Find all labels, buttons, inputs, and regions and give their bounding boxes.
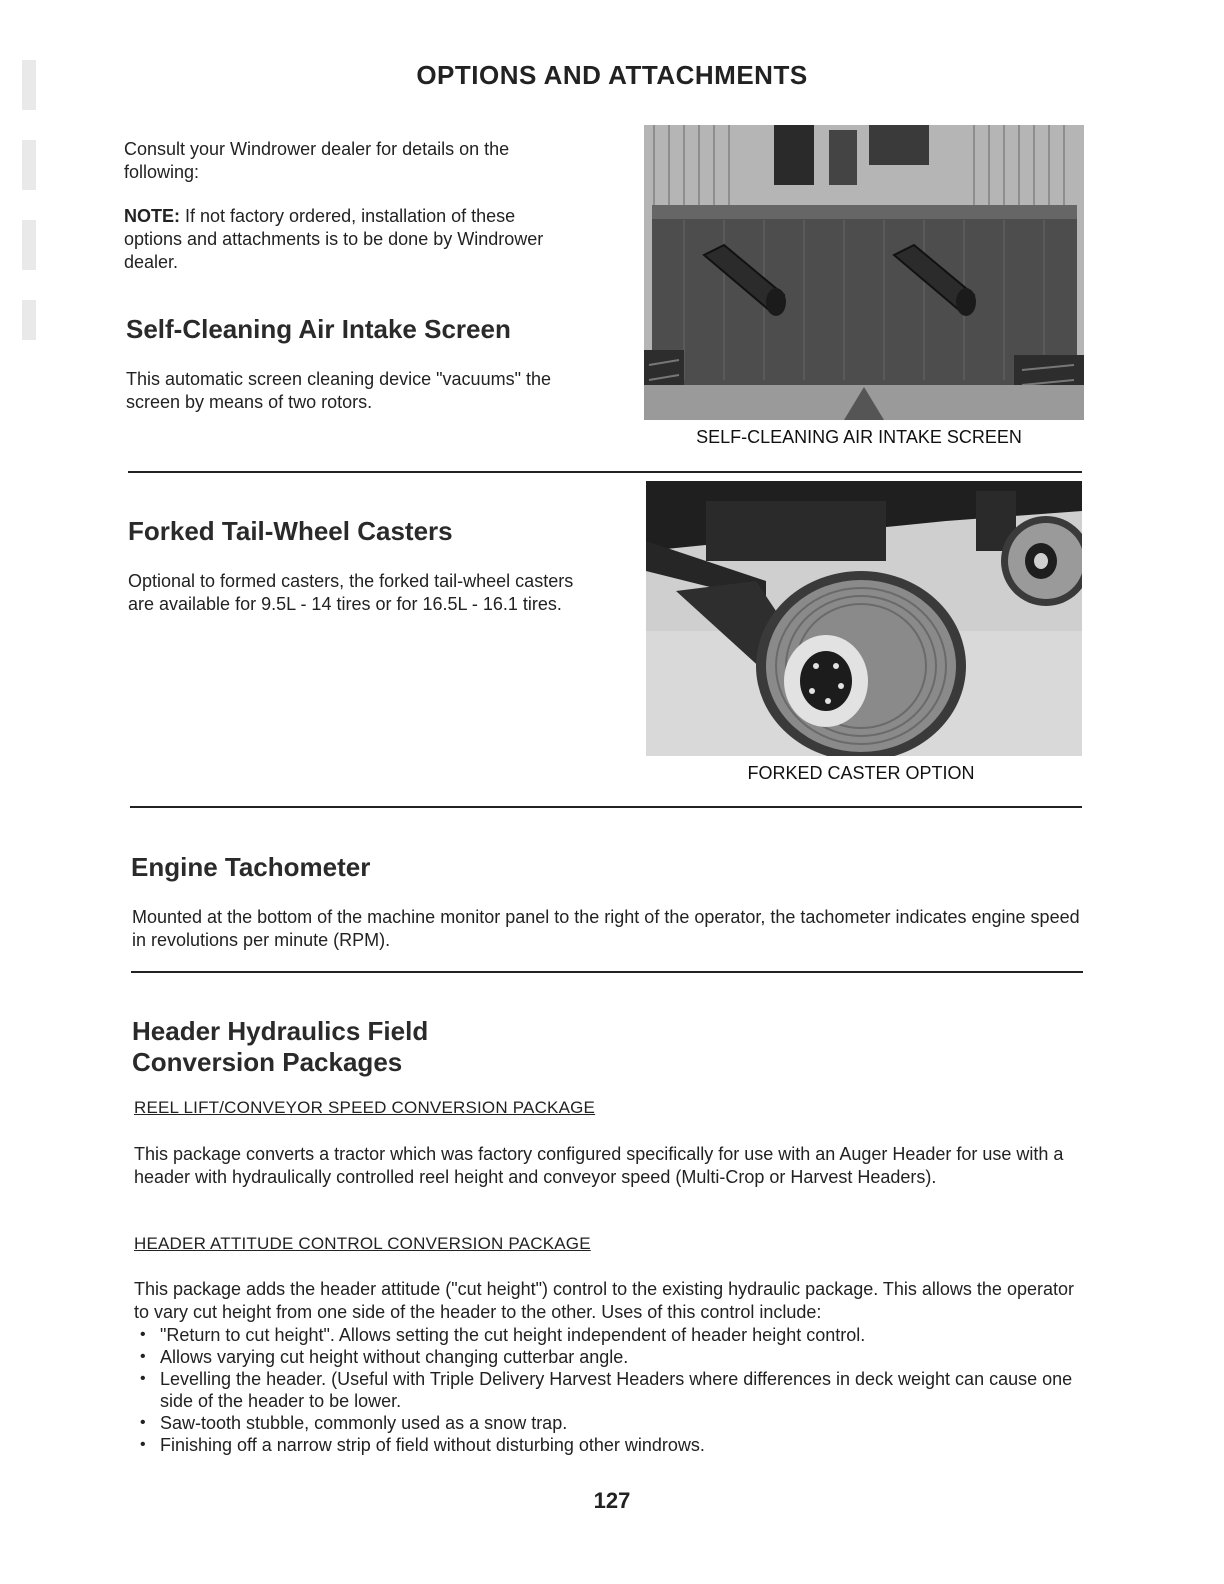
- section-divider: [131, 971, 1083, 973]
- air-screen-heading: Self-Cleaning Air Intake Screen: [126, 314, 511, 344]
- intro-text: Consult your Windrower dealer for details on the following:: [124, 139, 510, 182]
- section-divider: [130, 806, 1082, 808]
- list-item: • Saw-tooth stubble, commonly used as a snow trap.: [134, 1412, 1089, 1434]
- list-item: • "Return to cut height". Allows setting the cut height independent of header height control.: [134, 1324, 1089, 1346]
- attitude-control-text: This package adds the header attitude ("cut height") control to the existing hydraulic package. This allows the operator to vary cut height from one side of the header to the other. Uses of this control include:: [134, 1279, 1074, 1322]
- tachometer-text: Mounted at the bottom of the machine monitor panel to the right of the operator, the tachometer indicates engine speed in revolutions per minute (RPM).: [132, 907, 1080, 950]
- scan-mark: [22, 300, 36, 340]
- air-screen-photo: [644, 125, 1084, 420]
- air-screen-caption: SELF-CLEANING AIR INTAKE SCREEN: [696, 427, 1022, 447]
- hydraulics-heading: [132, 1016, 732, 1078]
- hydraulics-heading-line2: Conversion Packages: [132, 1047, 403, 1077]
- section-divider: [128, 471, 1082, 473]
- air-screen-text: This automatic screen cleaning device "vacuums" the screen by means of two rotors.: [126, 369, 551, 412]
- tachometer-heading: Engine Tachometer: [131, 852, 371, 882]
- note-text: If not factory ordered, installation of these options and attachments is to be done by Windrower dealer.: [124, 206, 544, 272]
- list-item: • Levelling the header. (Useful with Triple Delivery Harvest Headers where differences in deck weight can cause one side of the header to be lower.: [134, 1368, 1089, 1412]
- page-title: OPTIONS AND ATTACHMENTS: [416, 60, 808, 90]
- casters-text: Optional to formed casters, the forked tail-wheel casters are available for 9.5L - 14 tires or for 16.5L - 16.1 tires.: [128, 571, 574, 614]
- reel-lift-subheading: REEL LIFT/CONVEYOR SPEED CONVERSION PACKAGE: [134, 1098, 596, 1117]
- note-label: NOTE:: [124, 206, 180, 226]
- list-item: • Finishing off a narrow strip of field without disturbing other windrows.: [134, 1434, 1089, 1456]
- list-item: • Allows varying cut height without changing cutterbar angle.: [134, 1346, 1089, 1368]
- attitude-uses-list: [134, 1324, 1089, 1456]
- forked-caster-photo: [646, 481, 1082, 756]
- casters-heading: Forked Tail-Wheel Casters: [128, 516, 453, 546]
- page-number: 127: [593, 1488, 631, 1513]
- scan-mark: [22, 220, 36, 270]
- attitude-control-subheading: HEADER ATTITUDE CONTROL CONVERSION PACKAGE: [134, 1234, 591, 1253]
- reel-lift-text: This package converts a tractor which was factory configured specifically for use with an Auger Header for use with a header with hydraulically controlled reel height and conveyor speed (Multi-Crop or Harvest Headers).: [134, 1144, 1064, 1187]
- forked-caster-caption: FORKED CASTER OPTION: [747, 763, 975, 783]
- note-paragraph: [124, 205, 574, 274]
- hydraulics-heading-line1: Header Hydraulics Field: [132, 1016, 429, 1046]
- scan-mark: [22, 140, 36, 190]
